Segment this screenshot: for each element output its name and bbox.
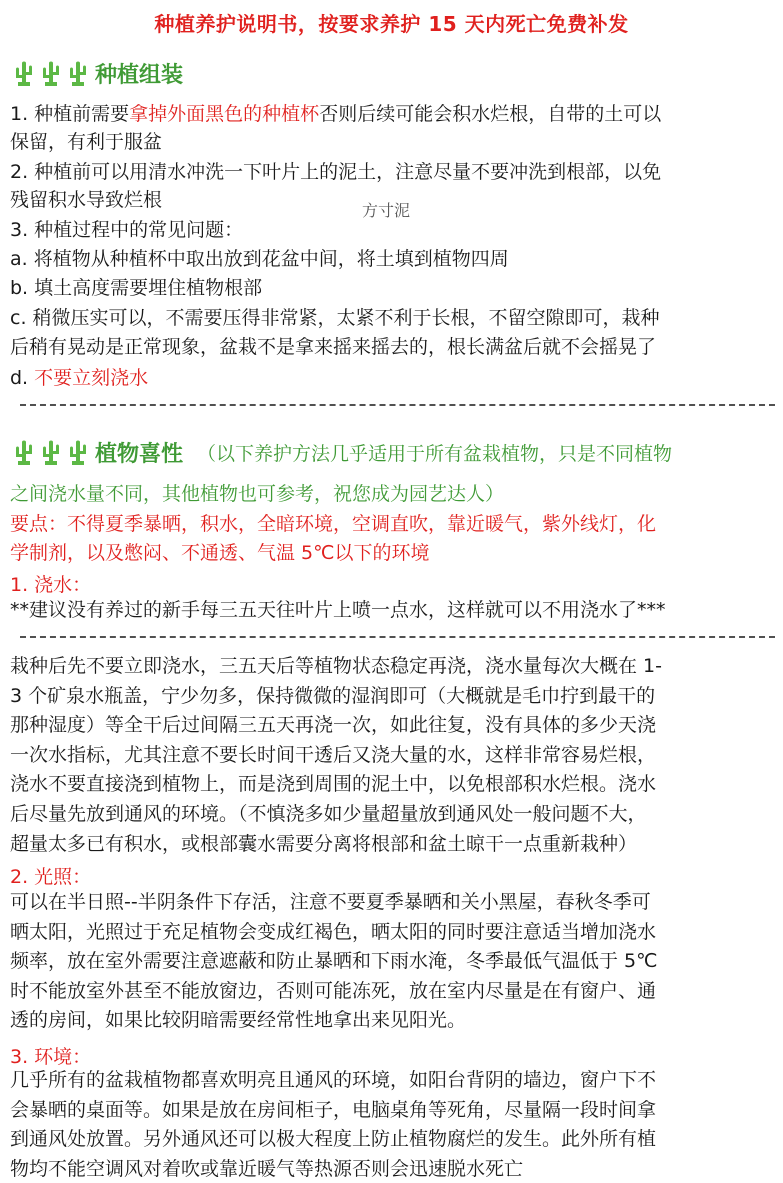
heading-environment: 3. 环境：	[10, 1046, 92, 1068]
planting-step-line	[10, 274, 775, 302]
watering-paragraph-line: 超量太多已有积水，或根部囊水需要分离将根部和盆土晾干一点重新栽种）	[10, 832, 638, 855]
divider	[20, 636, 775, 638]
step-text: 后稍有晃动是正常现象，盆栽不是拿来摇来摇去的，根长满盆后就不会摇晃了	[10, 336, 657, 358]
step-text: 否则后续可能会积水烂根，自带的土可以	[319, 103, 662, 125]
environment-paragraph-line: 会暴晒的桌面等。如果是放在房间柜子，电脑桌角等死角，尽量隔一段时间拿	[10, 1098, 657, 1121]
watermark: 方寸泥	[362, 201, 411, 220]
step-text: a. 将植物从种植杯中取出放到花盆中间，将土填到植物四周	[10, 248, 509, 270]
cactus-icon	[12, 438, 36, 466]
step-text: 2. 种植前可以用清水冲洗一下叶片上的泥土，注意尽量不要冲洗到根部，以免	[10, 161, 662, 183]
watering-paragraph-line: 栽种后先不要立即浇水，三五天后等植物状态稳定再浇，浇水量每次大概在 1-	[10, 655, 662, 677]
watering-paragraph-line: 3 个矿泉水瓶盖，宁少勿多，保持微微的湿润即可（大概就是毛巾拧到最干的	[10, 684, 656, 707]
section-header-habits	[12, 435, 672, 469]
page-banner: 种植养护说明书，按要求养护 15 天内死亡免费补发	[154, 12, 629, 36]
light-paragraph-line: 可以在半日照--半阴条件下存活，注意不要夏季暴晒和关小黑屋，春秋冬季可	[10, 891, 651, 913]
cactus-icon	[39, 59, 63, 87]
step-text: b. 填土高度需要埋住植物根部	[10, 277, 263, 299]
beginner-tip: **建议没有养过的新手每三五天往叶片上喷一点水，这样就可以不用浇水了***	[10, 599, 666, 621]
planting-step-line	[10, 245, 775, 273]
heading-watering: 1. 浇水：	[10, 574, 92, 596]
key-points-cont: 学制剂，以及憋闷、不通透、气温 5℃以下的环境	[10, 542, 430, 564]
step-text: 3. 种植过程中的常见问题：	[10, 219, 244, 241]
light-paragraph-line: 透的房间，如果比较阴暗需要经常性地拿出来见阳光。	[10, 1009, 467, 1032]
step-text: 1. 种植前需要	[10, 103, 130, 125]
environment-paragraph-line: 几乎所有的盆栽植物都喜欢明亮且通风的环境，如阳台背阴的墙边，窗户下不	[10, 1069, 657, 1091]
watering-paragraph-line: 后尽量先放到通风的环境。（不慎浇多如少量超量放到通风处一般问题不大，	[10, 803, 647, 825]
section-note-cont: 之间浇水量不同，其他植物也可参考，祝您成为园艺达人）	[10, 483, 505, 505]
heading-light: 2. 光照：	[10, 866, 92, 888]
step-text: c. 稍微压实可以，不需要压得非常紧，太紧不利于长根，不留空隙即可，栽种	[10, 307, 660, 329]
watering-paragraph-line: 那种湿度）等全干后过间隔三五天再浇一次，如此往复，没有具体的多少天浇	[10, 714, 657, 737]
planting-step-line	[10, 128, 775, 156]
watering-paragraph-line: 一次水指标，尤其注意不要长时间干透后又浇大量的水，这样非常容易烂根，	[10, 743, 657, 766]
light-paragraph-line: 频率，放在室外需要注意遮蔽和防止暴晒和下雨水淹，冬季最低气温低于 5℃	[10, 950, 658, 973]
cactus-icon	[39, 438, 63, 466]
environment-paragraph-line: 到通风处放置。另外通风还可以极大程度上防止植物腐烂的发生。此外所有植	[10, 1128, 657, 1151]
planting-step-line	[10, 333, 775, 361]
cactus-icon	[12, 59, 36, 87]
environment-paragraph-line: 物均不能空调风对着吹或靠近暖气等热源否则会迅速脱水死亡	[10, 1157, 524, 1180]
cactus-icon	[66, 59, 90, 87]
step-text: 保留，有利于服盆	[10, 131, 163, 153]
planting-step-line	[10, 304, 775, 332]
section-title-planting: 种植组装	[95, 62, 184, 88]
planting-step-line	[10, 364, 775, 392]
section-title-habits: 植物喜性	[95, 441, 184, 467]
section-header-planting	[12, 56, 183, 90]
planting-step-line	[10, 158, 775, 186]
watering-paragraph-line: 浇水不要直接浇到植物上，而是浇到周围的泥土中，以免根部积水烂根。浇水	[10, 773, 657, 796]
cactus-icon	[66, 438, 90, 466]
highlight-text: 不要立刻浇水	[34, 367, 149, 389]
highlight-text: 拿掉外面黑色的种植杯	[129, 103, 320, 125]
planting-step-line	[10, 100, 775, 128]
key-points: 要点：不得夏季暴晒，积水，全暗环境，空调直吹，靠近暖气，紫外线灯，化	[10, 513, 657, 535]
divider	[20, 404, 775, 406]
section-note: （以下养护方法几乎适用于所有盆栽植物，只是不同植物	[197, 442, 673, 465]
light-paragraph-line: 时不能放室外甚至不能放窗边，否则可能冻死，放在室内尽量是在有窗户、通	[10, 979, 657, 1002]
step-text: d.	[10, 367, 35, 389]
light-paragraph-line: 晒太阳，光照过于充足植物会变成红褐色，晒太阳的同时要注意适当增加浇水	[10, 920, 657, 943]
step-text: 残留积水导致烂根	[10, 189, 163, 211]
